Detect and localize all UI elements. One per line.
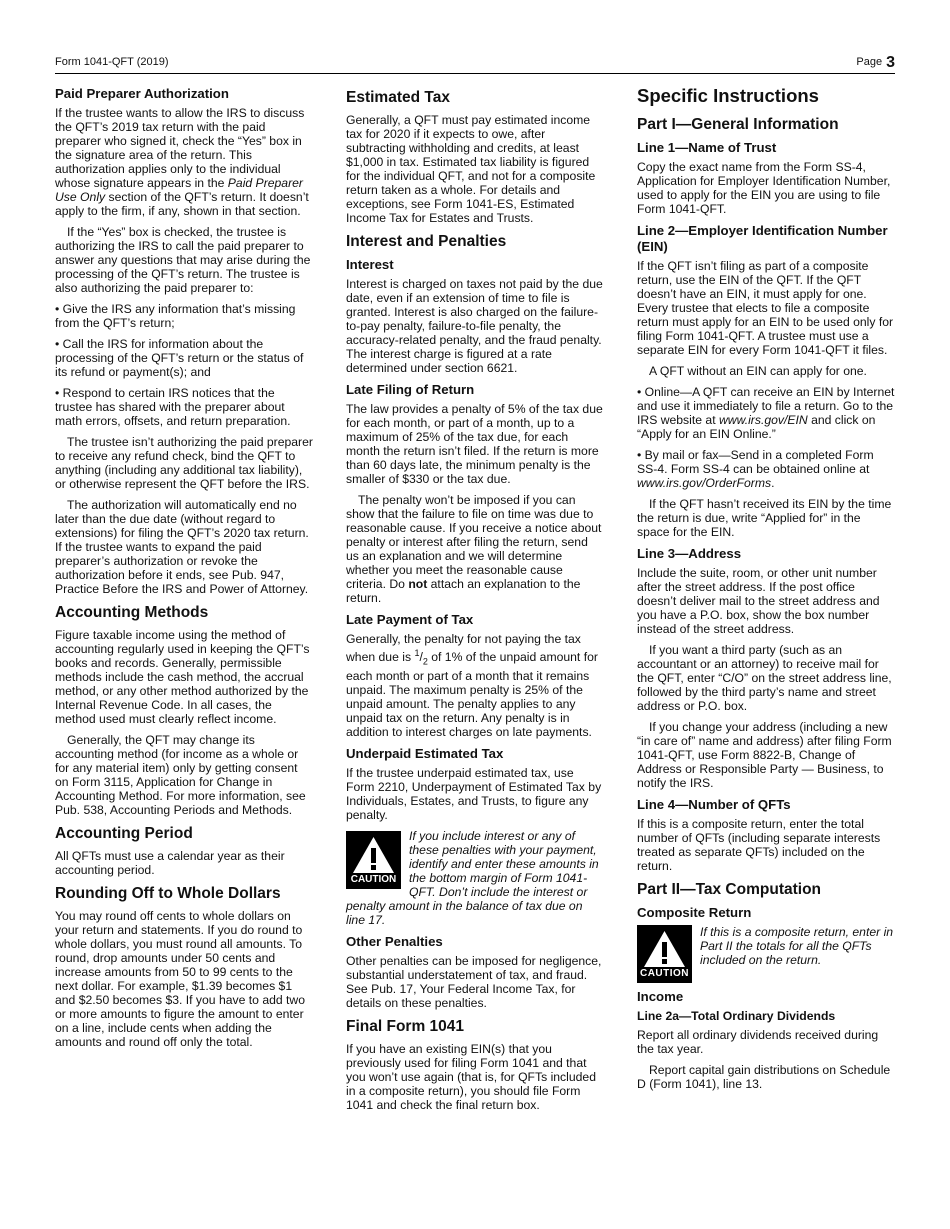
bullet-item xyxy=(637,385,895,441)
paragraph: Report capital gain distributions on Schedule D (Form 1041), line 13. xyxy=(637,1063,891,1091)
line4-heading: Line 4—Number of QFTs xyxy=(637,797,791,812)
paragraph: Include the suite, room, or other unit number after the street address. If the post office doesn’t deliver mail to the street address and you have a P.O. box, show the box number instead of the street address. xyxy=(637,566,880,636)
paragraph: Copy the exact name from the Form SS-4, Application for Employer Identification Number, used to apply for the EIN you are using to file Form 1041-QFT. xyxy=(637,160,891,216)
bullet-item: • Give the IRS any information that’s missing from the QFT’s return; xyxy=(55,302,296,330)
text: . xyxy=(771,476,775,490)
text: The penalty won’t be imposed if you can show that the failure to file on time was due to reasonable cause. If you receive a notice about penalty or interest after filing the return, send us an explanation and we will determine whether you meet the reasonable cause criteria. Do xyxy=(346,493,602,591)
underpaid-subheading: Underpaid Estimated Tax xyxy=(346,745,504,761)
line2-heading: Line 2—Employer Identification Number (EIN) xyxy=(637,223,888,254)
paragraph: If the QFT isn’t filing as part of a composite return, use the EIN of the QFT. If the QFT doesn’t have an EIN, it must apply for one. Every trustee that elects to file a composite return must apply for an EIN to be used only for filing Form 1041-QFT. A trustee must use a separate EIN for every Form 1041-QFT it files. xyxy=(637,259,894,357)
paragraph: Figure taxable income using the method of accounting regularly used in keeping the QFT’s books and records. Generally, permissible methods include the cash method, the accrual method, or any other method authorized by the Internal Revenue Code. In all cases, the method used must clearly reflect income. xyxy=(55,628,310,726)
page-header xyxy=(55,56,895,72)
text: Generally, the penalty for not paying the tax when due is xyxy=(346,632,581,665)
specific-instructions-heading: Specific Instructions xyxy=(637,85,819,106)
paragraph: If you change your address (including a new “in care of” name and address) after filing Form 1041-QFT, use Form 8822-B, Change of Address or Responsible Party — Business, to notify the IRS. xyxy=(637,720,892,790)
paid-preparer-heading: Paid Preparer Authorization xyxy=(55,86,229,101)
warning-triangle-icon xyxy=(352,836,395,874)
text: attach an explanation to the return. xyxy=(346,577,581,605)
paragraph xyxy=(346,493,604,605)
warning-triangle-icon xyxy=(643,930,686,968)
late-payment-subheading: Late Payment of Tax xyxy=(346,612,474,627)
paragraph: Generally, the penalty for not paying the tax when due is $^1/_2$ of 1% of the unpaid amount for each month or part of a month that it remains unpaid. The maximum penalty is 25% of the unpaid amount. The penalty applies to any unpaid tax on the return. Any penalty is in addition to interest charges on late payments. xyxy=(346,632,598,739)
column-2 xyxy=(346,82,604,1119)
bullet-item xyxy=(637,448,895,490)
line1-heading: Line 1—Name of Trust xyxy=(637,140,777,155)
rounding-heading: Rounding Off to Whole Dollars xyxy=(55,885,281,902)
composite-return-heading: Composite Return xyxy=(637,905,752,920)
interest-subheading: Interest xyxy=(346,257,394,272)
text: section of the QFT’s return. It doesn’t apply to the firm, if any, shown in that section. xyxy=(55,190,309,218)
url-text: www.irs.gov/OrderForms xyxy=(637,476,772,490)
final-form-heading: Final Form 1041 xyxy=(346,1017,465,1035)
fraction-numerator: 1 xyxy=(414,648,420,658)
paragraph: If the “Yes” box is checked, the trustee is authorizing the IRS to call the paid preparer to answer any questions that may arise during the processing of the QFT’s return. The trustee is also authorizing the paid preparer to: xyxy=(55,225,311,295)
part2-heading: Part II—Tax Computation xyxy=(637,881,822,898)
paragraph: If this is a composite return, enter the total number of QFTs (including separate interests treated as separate QFTs) included on the return. xyxy=(637,817,881,873)
late-filing-subheading: Late Filing of Return xyxy=(346,382,475,397)
caution-icon xyxy=(637,925,692,983)
page-number xyxy=(856,54,895,72)
estimated-tax-heading: Estimated Tax xyxy=(346,89,450,106)
emphasis: Paid Preparer Use Only xyxy=(55,176,303,204)
paragraph: If you have an existing EIN(s) that you previously used for filing Form 1041 and that you won’t use again (that is, for QFTs included in a composite return), you should file Form 1041 and check the final return box. xyxy=(346,1041,596,1112)
text: • By mail or fax—Send in a completed Form SS-4. Form SS-4 can be obtained online at xyxy=(637,448,874,476)
paragraph: If the trustee underpaid estimated tax, use Form 2210, Underpayment of Estimated Tax by Individuals, Estates, and Trusts, to figure any penalty. xyxy=(346,765,602,822)
text: of 1% of the unpaid amount for each month or part of a month that it remains unpaid. The maximum penalty is 25% of the unpaid amount. The penalty applies to any unpaid tax on the return. Any penalty is in addition to interest charges on late payments. xyxy=(346,650,598,739)
caution-label: CAUTION xyxy=(350,873,397,885)
fraction-denominator: 2 xyxy=(422,656,428,667)
line2a-heading: Line 2a—Total Ordinary Dividends xyxy=(637,1009,836,1023)
caution-text: If you include interest or any of these penalties with your payment, identify and enter these amounts in the bottom margin of Form 1041-QFT. Don’t include the interest or penalty amount in the balance of tax due on line 17. xyxy=(346,828,599,927)
text: If the trustee wants to allow the IRS to discuss the QFT’s 2019 tax return with the paid preparer who signed it, check the “Yes” box in the signature area of the return. This authorization applies only to the individual whose signature appears in the xyxy=(55,106,305,190)
paragraph: A QFT without an EIN can apply for one. xyxy=(649,364,867,378)
text: and click on “Apply for an EIN Online.” xyxy=(637,413,876,441)
form-id: Form 1041-QFT (2019) xyxy=(55,56,169,68)
bullet-item: • Respond to certain IRS notices that the trustee has shared with the preparer about math errors, offsets, and return preparation. xyxy=(55,386,291,428)
part1-heading: Part I—General Information xyxy=(637,116,839,133)
caution-label: CAUTION xyxy=(639,968,690,979)
paragraph: If you want a third party (such as an accountant or an attorney) to receive mail for the QFT, enter “C/O” on the street address line, followed by the third party’s name and street address or P.O. box. xyxy=(637,643,892,713)
paragraph: Report all ordinary dividends received during the tax year. xyxy=(637,1028,879,1056)
paragraph: The trustee isn’t authorizing the paid preparer to receive any refund check, bind the QFT to anything (including any additional tax liability), or otherwise represent the QFT before the IRS. xyxy=(55,435,313,491)
paragraph: You may round off cents to whole dollars on your return and statements. If you do round to whole dollars, you must round all amounts. To round, drop amounts under 50 cents and increase amounts from 50 to 99 cents to the next dollar. For example, $1.39 becomes $1 and $2.50 becomes $3. If you have to add two or more amounts to figure the amount to enter on a line, include cents when adding the amounts and round off only the total. xyxy=(55,909,306,1049)
caution-icon xyxy=(346,831,401,889)
line3-heading: Line 3—Address xyxy=(637,546,742,561)
text: • Online—A QFT can receive an EIN by Internet and use it immediately to file a return. Go to the IRS website at xyxy=(637,385,895,427)
header-rule xyxy=(55,73,895,74)
bullet-item: • Call the IRS for information about the processing of the QFT’s return or the status of its refund or payment(s); and xyxy=(55,337,304,379)
caution-note xyxy=(637,925,895,983)
accounting-period-heading: Accounting Period xyxy=(55,825,193,842)
url-text: www.irs.gov/EIN xyxy=(718,413,808,427)
page-label: Page xyxy=(856,56,883,68)
paragraph: Generally, the QFT may change its accounting method (for income as a whole or for any material item) only by getting consent on Form 3115, Application for Change in Accounting Method. For more information, see Pub. 538, Accounting Periods and Methods. xyxy=(55,733,306,817)
paragraph: Other penalties can be imposed for negligence, substantial understatement of tax, and fraud. See Pub. 17, Your Federal Income Tax, for details on these penalties. xyxy=(346,953,602,1010)
paragraph xyxy=(55,106,313,218)
page-num: 3 xyxy=(886,54,895,71)
bold-text: not xyxy=(408,577,428,591)
interest-penalties-heading: Interest and Penalties xyxy=(346,233,507,250)
paragraph: All QFTs must use a calendar year as their accounting period. xyxy=(55,849,285,877)
paragraph: Interest is charged on taxes not paid by the due date, even if an extension of time to file is granted. Interest is also charged on the failure-to-pay penalty, failure-to-file penalty, the accuracy-related penalty, and the fraud penalty. The interest charge is figured at a rate determined under section 6621. xyxy=(346,277,603,375)
paragraph: The law provides a penalty of 5% of the tax due for each month, or part of a month, up to a maximum of 25% of the tax due, for each month the return isn’t filed. If the return is more than 60 days late, the minimum penalty is the smaller of $330 or the tax due. xyxy=(346,402,603,486)
column-3 xyxy=(637,82,895,1098)
other-penalties-subheading: Other Penalties xyxy=(346,933,443,949)
caution-note xyxy=(346,829,604,927)
accounting-methods-heading: Accounting Methods xyxy=(55,604,209,621)
income-heading: Income xyxy=(637,989,684,1004)
paragraph: If the QFT hasn’t received its EIN by the time the return is due, write “Applied for” in the space for the EIN. xyxy=(637,497,892,539)
caution-text: If this is a composite return, enter in Part II the totals for all the QFTs included on the return. xyxy=(700,925,894,967)
paragraph: The authorization will automatically end no later than the due date (without regard to extensions) for filing the QFT’s 2020 tax return. If the trustee wants to expand the paid preparer’s authorization or revoke the authorization before it ends, see Pub. 947, Practice Before the IRS and Power of Attorney. xyxy=(55,498,309,596)
column-1 xyxy=(55,82,313,1056)
paragraph: Generally, a QFT must pay estimated income tax for 2020 if it expects to owe, after subtracting withholding and credits, at least $1,000 in tax. Estimated tax liability is figured for the individual QFT, and not for a composite return taken as a whole. For details and exceptions, see Form 1041-ES, Estimated Income Tax for Estates and Trusts. xyxy=(346,113,596,225)
